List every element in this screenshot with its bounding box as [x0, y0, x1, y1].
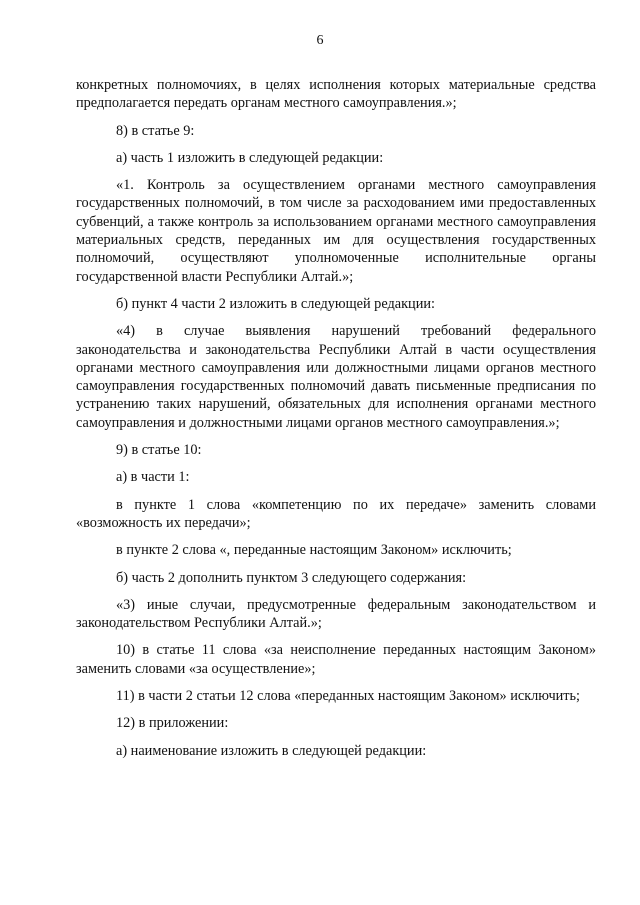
paragraph-continuation: конкретных полномочиях, в целях исполнения которых материальные средства предполагается передать органам местного самоуправления.»; [76, 77, 596, 112]
paragraph-point-4-text: «4) в случае выявления нарушений требований федерального законодательства и законодательства Республики Алтай в части осуществления органами местного самоуправления или должностными лицами органов местного самоуправления государственных полномочий давать письменные предписания по устранению таких нарушений, обязательных для исполнения органами местного самоуправления и должностными лицами органов местного самоуправления.»; [76, 323, 596, 431]
document-body [76, 76, 596, 769]
paragraph-article-11-change: 10) в статье 11 слова «за неисполнение переданных настоящим Законом» заменить словами «за осуществление»; [76, 642, 596, 677]
page-number: 6 [316, 33, 324, 48]
paragraph-part-1-instruction: а) часть 1 изложить в следующей редакции: [116, 149, 384, 166]
paragraph-title-instruction: а) наименование изложить в следующей редакции: [116, 742, 427, 759]
paragraph-point-1-change: в пункте 1 слова «компетенцию по их передаче» заменить словами «возможность их передачи»; [76, 496, 596, 531]
paragraph-control-text: «1. Контроль за осуществлением органами местного самоуправления государственных полномочий, в том числе за расходованием ими предоставленных субвенций, а также контроль за использованием органами местного самоуправления материальных средств, переданных им для осуществления государственных полномочий, осуществляют уполномоченные исполнительные органы государственной власти Республики Алтай.»; [76, 177, 596, 285]
paragraph-article-9-heading: 8) в статье 9: [116, 122, 195, 139]
paragraph-part-1-heading: а) в части 1: [116, 469, 190, 486]
paragraph-point-4-instruction: б) пункт 4 части 2 изложить в следующей редакции: [116, 295, 435, 312]
paragraph-point-2-change: в пункте 2 слова «, переданные настоящим Законом» исключить; [116, 542, 512, 559]
paragraph-point-3-text: «3) иные случаи, предусмотренные федеральным законодательством и законодательством Республики Алтай.»; [76, 596, 596, 632]
paragraph-part-2-addition: б) часть 2 дополнить пунктом 3 следующего содержания: [116, 569, 467, 586]
paragraph-article-12-change: 11) в части 2 статьи 12 слова «переданных настоящим Законом» исключить; [116, 688, 581, 705]
paragraph-article-10-heading: 9) в статье 10: [116, 442, 202, 459]
paragraph-appendix-heading: 12) в приложении: [116, 715, 229, 732]
